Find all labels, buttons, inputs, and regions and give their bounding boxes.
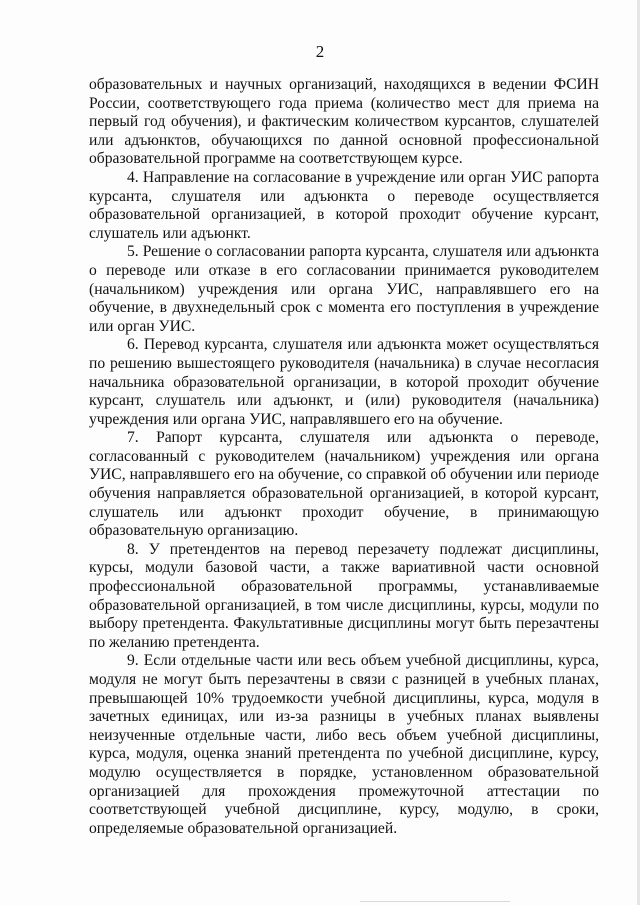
- document-body: [89, 76, 599, 838]
- paragraph-item-5: 5. Решение о согласовании рапорта курсанта, слушателя или адъюнкта о переводе или отказе в его согласовании принимается руководителем (начальником) учреждения или органа УИС, направлявшего его на обучение, в двухнедельный срок с момента его поступления в учреждение или орган УИС.: [89, 243, 599, 335]
- scan-bottom-artifact: [360, 901, 510, 902]
- paragraph-item-6: 6. Перевод курсанта, слушателя или адъюнкта может осуществляться по решению вышестоящего руководителя (начальника) в случае несогласия начальника образовательной организации, в которой проходит обучение курсант, слушатель или адъюнкт, и (или) руководителя (начальника) учреждения или органа УИС, направлявшего его на обучение.: [89, 336, 599, 428]
- paragraph-continuation: образовательных и научных организаций, находящихся в ведении ФСИН России, соответствующего года приема (количество мест для приема на первый год обучения), и фактическим количеством курсантов, слушателей или адъюнктов, обучающихся по данной основной профессиональной образовательной программе на соответствующем курсе.: [89, 76, 599, 168]
- paragraph-item-4: 4. Направление на согласование в учреждение или орган УИС рапорта курсанта, слушателя или адъюнкта о переводе осуществляется образовательной организацией, в которой проходит обучение курсант, слушатель или адъюнкт.: [89, 168, 599, 242]
- paragraph-item-8: 8. У претендентов на перевод перезачету подлежат дисциплины, курсы, модули базовой части, а также вариативной части основной профессиональной образовательной программы, устанавливаемые образовательной организацией, в том числе дисциплины, курсы, модули по выбору претендента. Факультативные дисциплины могут быть перезачтены по желанию претендента.: [89, 540, 599, 651]
- paragraph-item-7: 7. Рапорт курсанта, слушателя или адъюнкта о переводе, согласованный с руководителем (начальником) учреждения или органа УИС, направлявшего его на обучение, со справкой об обучении или периоде обучения направляется образовательной организацией, в которой курсант, слушатель или адъюнкт проходит обучение, в принимающую образовательную организацию.: [89, 429, 599, 540]
- paragraph-item-9: 9. Если отдельные части или весь объем учебной дисциплины, курса, модуля не могут быть перезачтены в связи с разницей в учебных планах, превышающей 10% трудоемкости учебной дисциплины, курса, модуля в зачетных единицах, или из-за разницы в учебных планах выявлены неизученные отдельные части, либо весь объем учебной дисциплины, курса, модуля, оценка знаний претендента по учебной дисциплине, курсу, модулю осуществляется в порядке, установленном образовательной организацией для прохождения промежуточной аттестации по соответствующей учебной дисциплине, курсу, модулю, в сроки, определяемые образовательной организацией.: [89, 652, 599, 837]
- page-number: 2: [315, 42, 325, 61]
